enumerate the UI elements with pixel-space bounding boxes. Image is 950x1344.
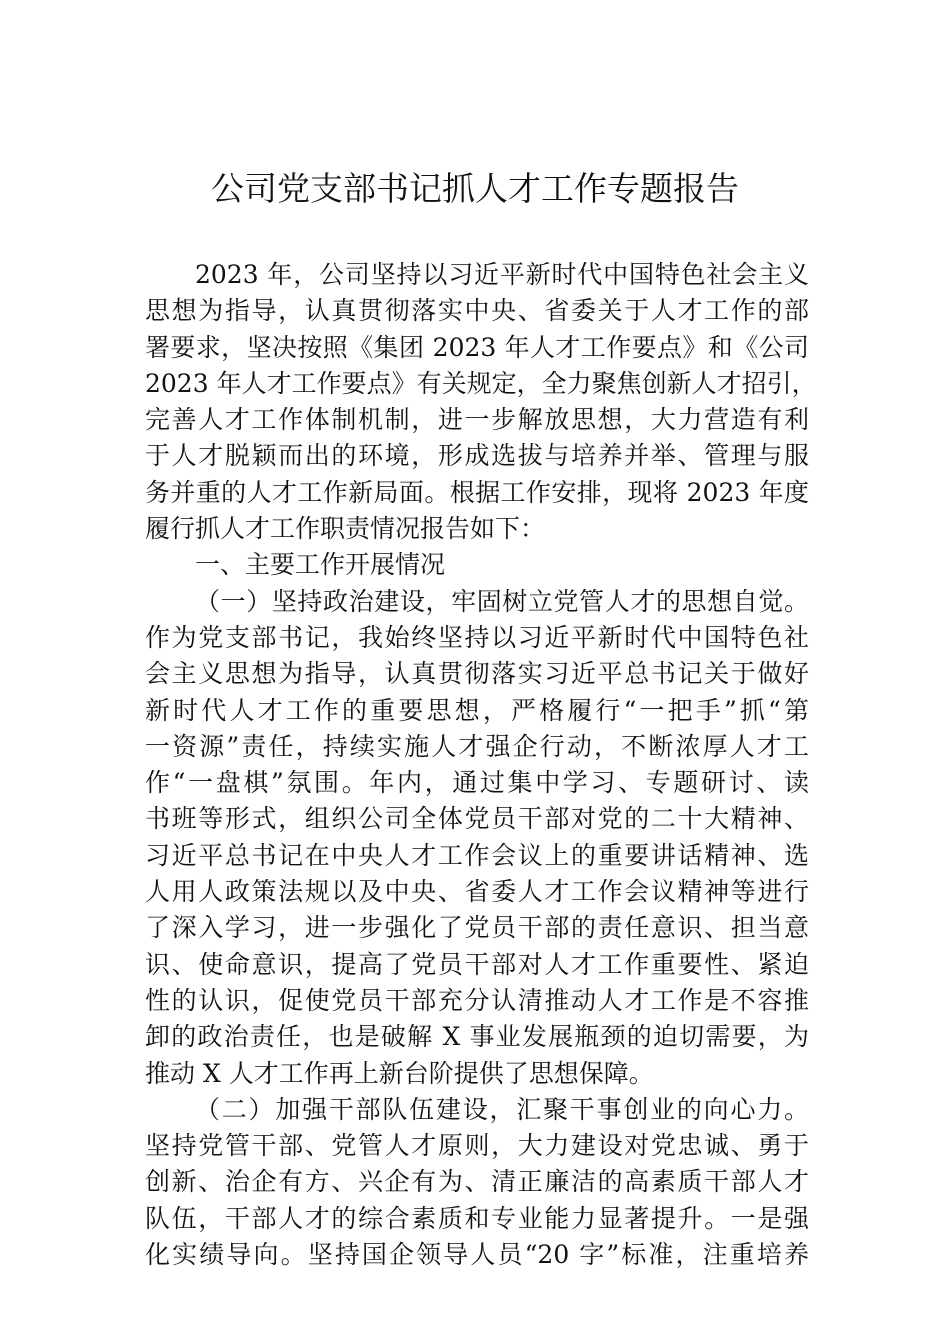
subsection-heading-line: （一）坚持政治建设，牢固树立党管人才的思想自觉。: [195, 586, 809, 616]
document-body: [145, 257, 817, 1273]
paragraph-line: 新时代人才工作的重要思想，严格履行“一把手”抓“第: [145, 695, 809, 725]
paragraph-line: 性的认识，促使党员干部充分认清推动人才工作是不容推: [145, 985, 809, 1015]
paragraph-line: 创新、治企有方、兴企有为、清正廉洁的高素质干部人才: [145, 1167, 809, 1197]
paragraph-line: 坚持党管干部、党管人才原则，大力建设对党忠诚、勇于: [145, 1131, 809, 1161]
subsection-heading-line: （二）加强干部队伍建设，汇聚干事创业的向心力。: [195, 1094, 809, 1124]
paragraph-line: 卸的政治责任，也是破解 X 事业发展瓶颈的迫切需要，为: [145, 1022, 809, 1052]
paragraph-line: 于人才脱颖而出的环境，形成选拔与培养并举、管理与服: [145, 441, 809, 471]
paragraph-line: 思想为指导，认真贯彻落实中央、省委关于人才工作的部: [145, 296, 809, 326]
section-heading: 一、主要工作开展情况: [195, 550, 446, 580]
paragraph-line: 推动 X 人才工作再上新台阶提供了思想保障。: [145, 1058, 654, 1088]
paragraph-line: 了深入学习，进一步强化了党员干部的责任意识、担当意: [145, 913, 809, 943]
paragraph-line: 完善人才工作体制机制，进一步解放思想，大力营造有利: [145, 405, 809, 435]
paragraph-line: 化实绩导向。坚持国企领导人员“20 字”标准，注重培养: [145, 1240, 809, 1270]
paragraph-line: 作“一盘棋”氛围。年内，通过集中学习、专题研讨、读: [145, 768, 809, 798]
paragraph-line: 作为党支部书记，我始终坚持以习近平新时代中国特色社: [145, 622, 809, 652]
paragraph-line: 习近平总书记在中央人才工作会议上的重要讲话精神、选: [145, 840, 809, 870]
paragraph-line: 队伍，干部人才的综合素质和专业能力显著提升。一是强: [145, 1203, 809, 1233]
paragraph-line: 2023 年人才工作要点》有关规定，全力聚焦创新人才招引，: [145, 368, 817, 398]
paragraph-line: 书班等形式，组织公司全体党员干部对党的二十大精神、: [145, 804, 809, 834]
paragraph-line: 识、使命意识，提高了党员干部对人才工作重要性、紧迫: [145, 949, 809, 979]
paragraph-line: 一资源”责任，持续实施人才强企行动，不断浓厚人才工: [145, 731, 809, 761]
paragraph-line: 署要求，坚决按照《集团 2023 年人才工作要点》和《公司: [145, 332, 809, 362]
document-title: 公司党支部书记抓人才工作专题报告: [211, 169, 739, 208]
paragraph-line: 履行抓人才工作职责情况报告如下：: [145, 514, 546, 544]
paragraph-line: 人用人政策法规以及中央、省委人才工作会议精神等进行: [145, 877, 809, 907]
paragraph-line: 务并重的人才工作新局面。根据工作安排，现将 2023 年度: [145, 477, 809, 507]
paragraph-line: 2023 年，公司坚持以习近平新时代中国特色社会主义: [195, 260, 809, 289]
paragraph-line: 会主义思想为指导，认真贯彻落实习近平总书记关于做好: [145, 659, 809, 689]
